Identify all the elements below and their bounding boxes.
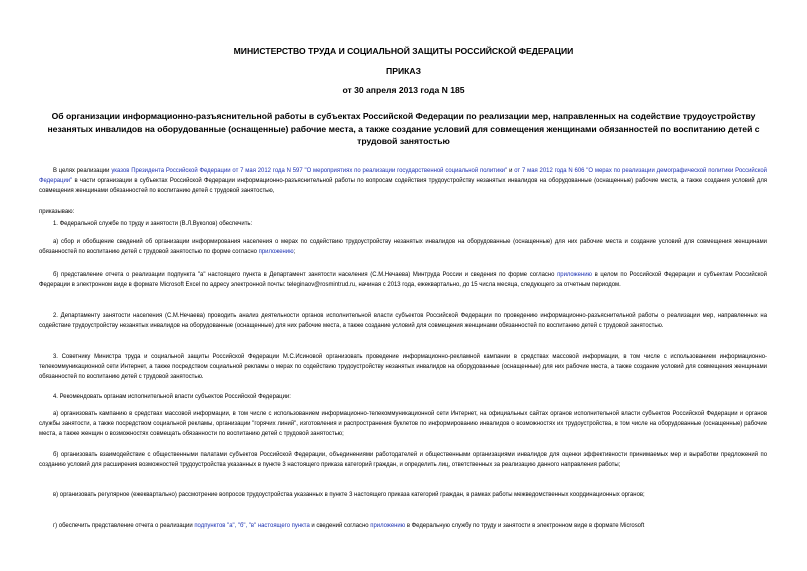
intro-paragraph — [39, 166, 767, 196]
link-decree-597[interactable]: указов Президента Российской Федерации от 7 мая 2012 года N 597 "О мероприятиях по реализации государственной социальной политики" — [111, 168, 508, 174]
paragraph-2: 2. Департаменту занятости населения (С.М.Нечаева) проводить анализ деятельности органов исполнительной власти субъектов Российской Федерации по проведению информационно-разъяснительной работы о реализации мер, направленных на содействие трудоустройству незанятых инвалидов на оборудованные (оснащенные) для них рабочие места, а также создание условий для совмещения женщинами обязанностей по воспитанию детей с трудовой занятостью. — [39, 313, 767, 330]
p4g-text-pre: г) обеспечить представление отчета о реализации — [53, 523, 195, 529]
p4g-text-post: в Федеральную службу по труду и занятости в электронном виде в формате Microsoft — [405, 523, 645, 529]
intro-text-mid: и — [507, 168, 515, 174]
doc-type-heading: ПРИКАЗ — [386, 66, 421, 76]
order-word: приказываю: — [39, 209, 75, 215]
paragraph-4a: а) организовать кампанию в средствах массовой информации, в том числе с использованием информационно-телекоммуникационной сети Интернет, на официальных сайтах органов исполнительной власти субъектов Российской Федерации и органов службы занятости, а также посредством социальной рекламы, организации "горячих линий", изготовления и распространения буклетов по информированию инвалидов о возможностях их трудоустройства, в том числе на оборудованные (оснащенные) рабочие места, а также женщин о возможностях совмещать обязанности по воспитанию детей с трудовой занятостью; — [39, 411, 767, 438]
link-appendix[interactable]: приложению — [370, 523, 406, 529]
p1b-text-post: в целом по Российской Федерации и субъектам Российской Федерации в электронном виде в формате Microsoft Excel по адресу электронной почты: teleginaov@rosmintrud.ru, начиная с 2013 года, ежеквартально, до 15 числа месяца, следующего за отчетным периодом. — [39, 272, 768, 289]
paragraph-1: 1. Федеральной службе по труду и занятости (В.Л.Вуколов) обеспечить: — [53, 221, 253, 227]
paragraph-4g — [39, 521, 767, 531]
ministry-heading: МИНИСТЕРСТВО ТРУДА И СОЦИАЛЬНОЙ ЗАЩИТЫ РОССИЙСКОЙ ФЕДЕРАЦИИ — [233, 46, 574, 56]
link-subpoints-abv[interactable]: подпунктов "а", "б", "в" настоящего пункта — [194, 523, 310, 529]
p1b-text-pre: б) представление отчета о реализации подпункта "а" настоящего пункта в Департамент занятости населения (С.М.Нечаева) Минтруда России и сведения по форме согласно — [53, 272, 558, 278]
paragraph-4b: б) организовать взаимодействие с общественными палатами субъектов Российской Федерации, объединениями работодателей и общественными организациями инвалидов для оценки эффективности принимаемых мер и выработки предложений по созданию условий для расширения возможностей трудоустройства указанных в пункте 3 настоящего приказа категорий граждан, и определить лиц, ответственных за реализацию данного направления работы; — [39, 452, 767, 469]
intro-text-post: в части организации в субъектах Российской Федерации информационно-разъяснительной работы по вопросам содействия трудоустройству незанятых инвалидов на оборудованные (оснащенные) рабочие места, а также создания условий для совмещения женщинами обязанностей по воспитанию детей с трудовой занятостью, — [39, 178, 767, 195]
paragraph-4v: в) организовать регулярное (ежеквартально) рассмотрение вопросов трудоустройства указанных в пункте 3 настоящего приказа категорий граждан, в рамках работы межведомственных координационных органов; — [53, 492, 645, 498]
link-appendix[interactable]: приложению — [557, 272, 592, 278]
paragraph-1b — [39, 270, 767, 290]
link-decree-606[interactable]: от 7 мая 2012 года N 606 "О мерах по реализации демографической политики Российской Федерации" — [39, 168, 767, 185]
intro-text-pre: В целях реализации — [53, 168, 112, 174]
paragraph-3: 3. Советнику Министра труда и социальной защиты Российской Федерации М.С.Исиновой организовать проведение информационно-рекламной кампании в средствах массовой информации, в том числе с использованием информационно-телекоммуникационной сети Интернет, а также посредством социальной рекламы о мерах по содействию трудоустройству незанятых инвалидов на оборудованные (оснащенные) для них рабочие места, а также создание условий для совмещения женщинами обязанностей по воспитанию детей с трудовой занятостью. — [39, 354, 767, 381]
link-appendix[interactable]: приложению — [258, 249, 294, 256]
document-title: Об организации информационно-разъяснительной работы в субъектах Российской Федерации по реализации мер, направленных на содействие трудоустройству незанятых инвалидов на оборудованные (оснащенные) рабочие места, а также создание условий для совмещения женщинами обязанностей по воспитанию детей с трудовой занятостью — [47, 111, 760, 146]
date-number-heading: от 30 апреля 2013 года N 185 — [342, 85, 465, 95]
paragraph-4: 4. Рекомендовать органам исполнительной власти субъектов Российской Федерации: — [53, 394, 291, 400]
p4g-text-mid: и сведений согласно — [309, 523, 371, 529]
p1a-text-pre: а) сбор и обобщение сведений об организации информирования населения о мерах по содействию трудоустройству незанятых инвалидов на оборудованные (оснащенные) для них рабочие места и создание условий для совмещения женщинами обязанностей по воспитанию детей с трудовой занятостью по форме согласно — [39, 239, 767, 256]
p1a-text-post: ; — [293, 249, 296, 256]
paragraph-1a — [39, 237, 767, 257]
